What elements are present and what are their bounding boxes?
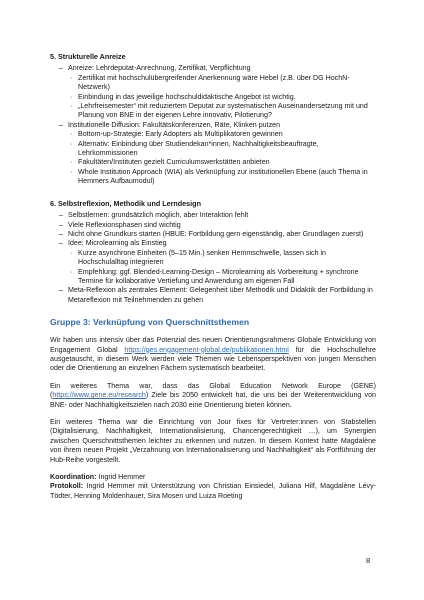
page-number: 8 bbox=[366, 556, 371, 565]
coordination-label: Koordination: bbox=[50, 473, 97, 482]
list-item-text: Institutionelle Diffusion: Fakultätskonferenzen, Räte, Klinken putzen bbox=[68, 120, 281, 129]
list-item bbox=[50, 102, 376, 121]
list-item bbox=[50, 168, 376, 187]
list-item-text: Alternativ: Einbindung über Studiendekan*innen, Nachhaltigkeitsbeauftragte, Lehrkommissionen bbox=[78, 139, 319, 158]
list-item bbox=[50, 130, 376, 139]
list-item-text: „Lehrfreisemester“ mit reduziertem Deputat zur systematischen Auseinandersetzung mit und Planung von BNE in der eigenen Lehre innovativ, Pilotierung? bbox=[78, 102, 368, 120]
list-item bbox=[50, 268, 376, 287]
dash-bullet-icon: – bbox=[59, 220, 63, 229]
dash-bullet-icon: – bbox=[59, 64, 63, 73]
dot-bullet-icon: · bbox=[70, 248, 73, 257]
dash-bullet-icon: – bbox=[59, 120, 63, 129]
gene-research-link[interactable]: https://www.gene.eu/research bbox=[52, 391, 146, 400]
group-3-heading: Gruppe 3: Verknüpfung von Querschnittsthemen bbox=[50, 317, 250, 328]
dot-bullet-icon: · bbox=[70, 158, 73, 167]
list-item-text: Idee: Microlearning als Einstieg bbox=[68, 239, 167, 248]
paragraph-1-text-b: für die Hochschullehre ausgetauscht, in diesem Werk werden viele Themen wie Lebensperspektiven von jungen Menschen oder die Orientierung an einzelnen Fächern systematisch bearbeitet. bbox=[50, 345, 376, 373]
list-item bbox=[50, 74, 376, 93]
list-item bbox=[50, 140, 376, 159]
list-item-text: Selbstlernen: grundsätzlich möglich, aber Interaktion fehlt bbox=[68, 211, 249, 220]
list-item bbox=[50, 239, 376, 248]
list-item-text: Zertifikat mit hochschulübergreifender Anerkennung wäre Hebel (z.B. über DG HochN-Netzwerk) bbox=[78, 73, 350, 92]
paragraph-2-text-a: Ein weiteres Thema war, dass das Global Education Network Europe (GENE) ( bbox=[50, 381, 376, 400]
list-item-text: Empfehlung: ggf. Blended-Learning-Design – Microlearning als Vorbereitung + synchrone Termine für kollaborative Vertiefung und Anwendung am eigenen Fall bbox=[78, 267, 359, 285]
group-3-paragraph-2 bbox=[50, 382, 376, 410]
dash-bullet-icon: – bbox=[59, 229, 63, 238]
list-item bbox=[50, 221, 376, 230]
list-item bbox=[50, 286, 376, 305]
page-content bbox=[50, 52, 376, 501]
engagement-global-link[interactable]: https://ges.engagement-global.de/publikationen.html bbox=[124, 345, 289, 354]
protocol-value: Ingrid Hemmer mit Unterstützung von Christian Einsiedel, Juliana Hilf, Magdalène Lévy-Tödter, Henning Moldenhauer, Sira Mosen und Luiza Roeting bbox=[50, 482, 376, 500]
section-5-list bbox=[50, 64, 376, 186]
group-3-paragraph-3: Ein weiteres Thema war die Einrichtung von Jour fixes für Vertreter:innen von Stabstellen (Digitalisierung, Nachhaltigkeit, Internationalisierung, Chancengerechtigkeit …), um Synergien zwischen Querschnittsthemen leichter zu erkennen und nutzen. In diesem Kontext hatte Magdalène von ihrem neuen Projekt „Verzahnung von Internationalisierung und Nachhaltigkeit“ als Fortführung der Hub-Reihe vorgestellt. bbox=[50, 418, 376, 464]
list-item bbox=[50, 93, 376, 102]
dot-bullet-icon: · bbox=[70, 130, 73, 139]
section-5-heading: 5. Strukturelle Anreize bbox=[50, 52, 126, 61]
protocol-line bbox=[50, 482, 376, 501]
coordination-line bbox=[50, 473, 376, 482]
dash-bullet-icon: – bbox=[59, 239, 63, 248]
list-item bbox=[50, 230, 376, 239]
paragraph-1-text-a: Wir haben uns intensiv über das Potenzial des neuen Orientierungsrahmens Globale Entwicklung von Engagement Global bbox=[50, 336, 376, 354]
list-item-text: Fakultäten/Instituten gezielt Curriculumswerkstätten anbieten bbox=[78, 158, 270, 167]
dot-bullet-icon: · bbox=[70, 167, 73, 176]
dot-bullet-icon: · bbox=[70, 139, 73, 148]
dot-bullet-icon: · bbox=[70, 73, 73, 82]
dot-bullet-icon: · bbox=[70, 102, 73, 111]
list-item bbox=[50, 158, 376, 167]
list-item bbox=[50, 249, 376, 268]
list-item bbox=[50, 64, 376, 73]
list-item-text: Whole Institution Approach (WIA) als Verknüpfung zur institutionellen Ebene (auch Thema in Hemmers Aufbaumodul) bbox=[78, 167, 368, 186]
group-3-paragraph-1 bbox=[50, 336, 376, 374]
dash-bullet-icon: – bbox=[59, 211, 63, 220]
section-6-heading: 6. Selbstreflexion, Methodik und Lerndesign bbox=[50, 198, 201, 208]
list-item-text: Bottom-up-Strategie: Early Adopters als Multiplikatoren gewinnen bbox=[78, 130, 283, 139]
coordination-value: Ingrid Hemmer bbox=[96, 473, 146, 482]
list-item-text: Nicht ohne Grundkurs starten (HBUE: Fortbildung gern eigenständig, aber Grundlagen zuerst) bbox=[68, 229, 364, 238]
paragraph-2-text-b: ) Ziele bis 2050 entwickelt hat, die uns bei der Weiterentwicklung von BNE- oder Nachhaltigkeitszielen nach 2030 eine Orientierung bieten können. bbox=[50, 391, 376, 409]
section-6-list bbox=[50, 211, 376, 305]
dot-bullet-icon: · bbox=[70, 92, 73, 101]
dot-bullet-icon: · bbox=[70, 267, 73, 276]
list-item-text: Einbindung in das jeweilige hochschuldidaktische Angebot ist wichtig. bbox=[78, 92, 296, 101]
list-item bbox=[50, 211, 376, 220]
list-item-text: Meta-Reflexion als zentrales Element: Gelegenheit über Methodik und Didaktik der Fortbildung in Metareflexion mit Teilnehmenden zu gehen bbox=[68, 286, 373, 304]
protocol-label: Protokoll: bbox=[50, 482, 84, 491]
list-item-text: Viele Reflexionsphasen sind wichtig bbox=[68, 220, 181, 229]
list-item-text: Kurze asynchrone Einheiten (5–15 Min.) senken Hemmschwelle, lassen sich in Hochschulalltag integrieren bbox=[78, 248, 327, 267]
list-item-text: Anreize: Lehrdeputat-Anrechnung, Zertifikat, Verpflichtung bbox=[68, 64, 251, 73]
list-item bbox=[50, 121, 376, 130]
dash-bullet-icon: – bbox=[59, 286, 63, 295]
